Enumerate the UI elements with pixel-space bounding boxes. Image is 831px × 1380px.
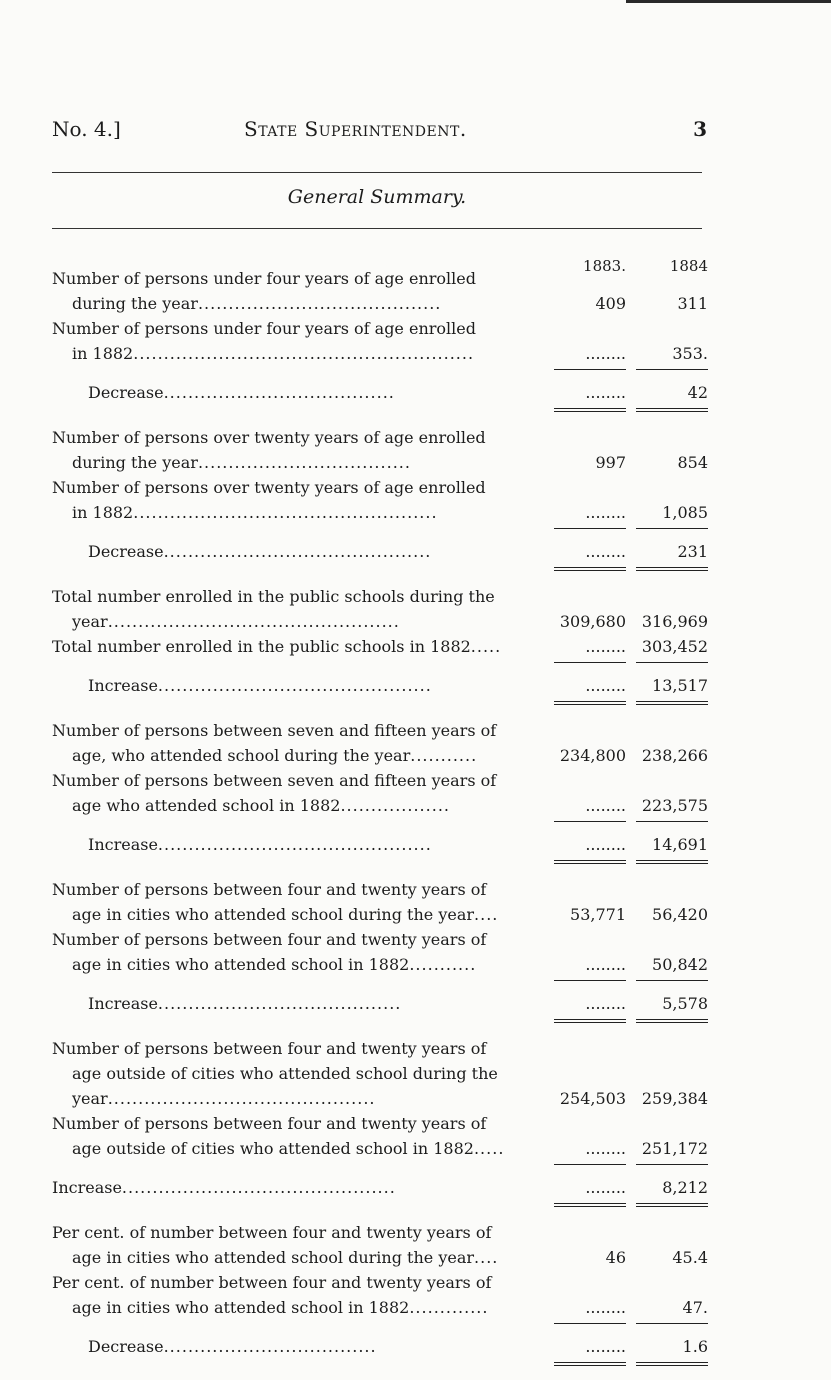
value-1884: 42 — [687, 383, 708, 402]
rule-segment — [636, 369, 708, 370]
single-rule — [52, 366, 708, 372]
leader-dots: ........... — [410, 746, 478, 765]
value-1884: 854 — [677, 453, 708, 472]
row-label-line — [52, 718, 546, 743]
row-label-line — [52, 341, 546, 366]
table-row — [52, 380, 708, 405]
row-label-line — [52, 475, 546, 500]
row-label-line — [52, 450, 546, 475]
rule-segment — [554, 701, 626, 705]
value-1883: ........ — [585, 383, 626, 402]
column-header-1884: 1884 — [669, 257, 708, 275]
row-label-line — [52, 1086, 546, 1111]
row-label-text: age outside of cities who attended school during the — [72, 1064, 498, 1083]
row-label-line — [52, 832, 546, 857]
value-1884: 238,266 — [641, 746, 708, 765]
leader-dots: ..... — [470, 637, 502, 656]
row-label-text: Number of persons between four and twenty years of — [52, 930, 487, 949]
double-rule — [52, 405, 708, 413]
row-label-text: in 1882 — [72, 344, 134, 363]
single-rule — [52, 977, 708, 983]
table-row — [52, 1334, 708, 1359]
rule-segment — [554, 1019, 626, 1023]
leader-dots: ................................... — [163, 1337, 377, 1356]
rule-segment — [554, 369, 626, 370]
row-label-line — [52, 1245, 546, 1270]
row-label-text: age, who attended school during the year — [72, 746, 411, 765]
rule-segment — [636, 408, 708, 412]
leader-dots: ............................................. — [121, 1178, 396, 1197]
leader-dots: .... — [474, 1248, 499, 1267]
leader-dots: ............................................ — [107, 1089, 376, 1108]
value-1883: 309,680 — [559, 612, 626, 631]
row-label-text: Decrease — [88, 383, 164, 402]
leader-dots: ..... — [473, 1139, 505, 1158]
row-label-line — [52, 793, 546, 818]
row-label-line — [52, 1061, 546, 1086]
rule-segment — [554, 1362, 626, 1366]
table-row — [52, 584, 708, 634]
document-number: No. 4.] — [52, 117, 121, 141]
row-label-text: Number of persons under four years of age enrolled — [52, 319, 476, 338]
rule-segment — [636, 1164, 708, 1165]
value-1883: 997 — [595, 453, 626, 472]
row-label-text: Number of persons between seven and fifteen years of — [52, 771, 497, 790]
leader-dots: .... — [474, 905, 499, 924]
value-1884: 259,384 — [641, 1089, 708, 1108]
row-label-line — [52, 1334, 546, 1359]
table-row — [52, 475, 708, 525]
row-label-line — [52, 609, 546, 634]
rule-segment — [554, 662, 626, 663]
bottom-rule — [52, 228, 702, 229]
row-label-line — [52, 1175, 546, 1200]
row-label-line — [52, 1036, 546, 1061]
running-header — [52, 117, 707, 143]
double-rule — [52, 698, 708, 706]
single-rule — [52, 659, 708, 665]
row-label-text: Total number enrolled in the public schools in 1882 — [52, 637, 471, 656]
rule-segment — [636, 1323, 708, 1324]
row-label-text: Decrease — [88, 1337, 164, 1356]
row-label-text: Number of persons between four and twenty years of — [52, 1114, 487, 1133]
value-1883: 53,771 — [570, 905, 626, 924]
table-row — [52, 1270, 708, 1320]
value-1883: 254,503 — [559, 1089, 626, 1108]
rule-segment — [636, 567, 708, 571]
row-label-text: age in cities who attended school during the year — [72, 905, 475, 924]
row-label-line — [52, 1295, 546, 1320]
value-1884: 311 — [677, 294, 708, 313]
row-label-text: Number of persons between four and twenty years of — [52, 880, 487, 899]
value-1883: ........ — [585, 835, 626, 854]
value-1884: 13,517 — [652, 676, 708, 695]
value-1884: 316,969 — [641, 612, 708, 631]
value-1884: 56,420 — [652, 905, 708, 924]
table-row — [52, 1036, 708, 1111]
row-label-text: Per cent. of number between four and twenty years of — [52, 1273, 492, 1292]
row-label-text: age who attended school in 1882 — [72, 796, 341, 815]
table-row — [52, 877, 708, 927]
row-label-text: year — [72, 612, 108, 631]
column-header-1883: 1883. — [583, 257, 626, 275]
rule-segment — [554, 1323, 626, 1324]
table-row — [52, 991, 708, 1016]
value-1883: ........ — [585, 1178, 626, 1197]
rule-segment — [554, 821, 626, 822]
leader-dots: ................................................ — [107, 612, 400, 631]
rule-segment — [636, 821, 708, 822]
value-1883: ........ — [585, 994, 626, 1013]
single-rule — [52, 1161, 708, 1167]
rule-segment — [554, 567, 626, 571]
row-label-text: during the year — [72, 453, 198, 472]
double-rule — [52, 857, 708, 865]
leader-dots: .................. — [340, 796, 450, 815]
rule-segment — [636, 1019, 708, 1023]
value-1884: 14,691 — [652, 835, 708, 854]
rule-segment — [636, 662, 708, 663]
row-label-text: Number of persons over twenty years of age enrolled — [52, 428, 486, 447]
corner-rule — [626, 0, 831, 3]
row-label-text: in 1882 — [72, 503, 134, 522]
row-label-text: age in cities who attended school during the year — [72, 1248, 475, 1267]
row-label-line — [52, 316, 546, 341]
row-label-line — [52, 266, 546, 291]
row-label-line — [52, 927, 546, 952]
row-label-text: Number of persons between four and twenty years of — [52, 1039, 487, 1058]
leader-dots: ............................................ — [163, 542, 432, 561]
row-label-text: Number of persons under four years of age enrolled — [52, 269, 476, 288]
row-label-line — [52, 380, 546, 405]
leader-dots: ........................................ — [197, 294, 442, 313]
table-row — [52, 718, 708, 768]
value-1883: 409 — [595, 294, 626, 313]
row-label-line — [52, 539, 546, 564]
value-1884: 1,085 — [662, 503, 708, 522]
row-label-text: year — [72, 1089, 108, 1108]
row-label-text: Per cent. of number between four and twenty years of — [52, 1223, 492, 1242]
row-label-text: age in cities who attended school in 1882 — [72, 955, 410, 974]
row-label-text: Increase — [88, 994, 158, 1013]
row-label-line — [52, 952, 546, 977]
value-1884: 231 — [677, 542, 708, 561]
row-label-line — [52, 500, 546, 525]
rule-segment — [636, 701, 708, 705]
leader-dots: ............................................. — [157, 835, 432, 854]
row-label-text: during the year — [72, 294, 198, 313]
table-row — [52, 634, 708, 659]
value-1883: 234,800 — [559, 746, 626, 765]
table-row — [52, 266, 708, 316]
leader-dots: ........................................ — [157, 994, 402, 1013]
top-rule — [52, 172, 702, 173]
value-1884: 223,575 — [641, 796, 708, 815]
row-label-line — [52, 634, 546, 659]
double-rule — [52, 1200, 708, 1208]
value-1884: 5,578 — [662, 994, 708, 1013]
row-label-line — [52, 743, 546, 768]
running-title: State Superintendent. — [244, 117, 467, 141]
value-1884: 303,452 — [641, 637, 708, 656]
rule-segment — [554, 860, 626, 864]
value-1883: ........ — [585, 955, 626, 974]
table-row — [52, 539, 708, 564]
row-label-line — [52, 1270, 546, 1295]
row-label-text: Total number enrolled in the public schools during the — [52, 587, 495, 606]
value-1884: 45.4 — [672, 1248, 708, 1267]
row-label-line — [52, 1136, 546, 1161]
single-rule — [52, 818, 708, 824]
row-label-line — [52, 877, 546, 902]
row-label-line — [52, 902, 546, 927]
value-1884: 47. — [682, 1298, 708, 1317]
rule-segment — [554, 408, 626, 412]
value-1884: 251,172 — [641, 1139, 708, 1158]
rule-segment — [554, 980, 626, 981]
value-1883: 46 — [605, 1248, 626, 1267]
row-label-text: Increase — [88, 835, 158, 854]
row-label-line — [52, 291, 546, 316]
value-1883: ........ — [585, 796, 626, 815]
row-label-line — [52, 425, 546, 450]
row-label-line — [52, 991, 546, 1016]
row-label-text: Increase — [88, 676, 158, 695]
row-label-line — [52, 1220, 546, 1245]
table-row — [52, 316, 708, 366]
table-row — [52, 1175, 708, 1200]
value-1884: 50,842 — [652, 955, 708, 974]
row-label-text: age outside of cities who attended school in 1882 — [72, 1139, 474, 1158]
double-rule — [52, 564, 708, 572]
table-row — [52, 1220, 708, 1270]
rule-segment — [636, 860, 708, 864]
rule-segment — [636, 980, 708, 981]
value-1883: ........ — [585, 1298, 626, 1317]
double-rule — [52, 1016, 708, 1024]
rule-segment — [554, 1203, 626, 1207]
summary-table — [52, 266, 708, 1367]
page-number: 3 — [693, 117, 707, 141]
value-1884: 1.6 — [682, 1337, 708, 1356]
leader-dots: ............. — [409, 1298, 489, 1317]
row-label-text: Decrease — [88, 542, 164, 561]
table-row — [52, 927, 708, 977]
value-1883: ........ — [585, 1337, 626, 1356]
value-1883: ........ — [585, 503, 626, 522]
value-1884: 353. — [672, 344, 708, 363]
row-label-text: Number of persons between seven and fifteen years of — [52, 721, 497, 740]
double-rule — [52, 1359, 708, 1367]
row-label-text: Increase — [52, 1178, 122, 1197]
leader-dots: ................................... — [197, 453, 411, 472]
row-label-line — [52, 584, 546, 609]
leader-dots: ........... — [409, 955, 477, 974]
leader-dots: .................................................. — [133, 503, 438, 522]
value-1884: 8,212 — [662, 1178, 708, 1197]
rule-segment — [554, 528, 626, 529]
row-label-line — [52, 673, 546, 698]
section-heading: General Summary. — [287, 186, 467, 208]
value-1883: ........ — [585, 676, 626, 695]
value-1883: ........ — [585, 637, 626, 656]
rule-segment — [636, 528, 708, 529]
rule-segment — [554, 1164, 626, 1165]
value-1883: ........ — [585, 1139, 626, 1158]
single-rule — [52, 1320, 708, 1326]
table-row — [52, 832, 708, 857]
leader-dots: ............................................. — [157, 676, 432, 695]
row-label-text: age in cities who attended school in 1882 — [72, 1298, 410, 1317]
row-label-line — [52, 1111, 546, 1136]
row-label-text: Number of persons over twenty years of age enrolled — [52, 478, 486, 497]
value-1883: ........ — [585, 542, 626, 561]
table-row — [52, 673, 708, 698]
row-label-line — [52, 768, 546, 793]
table-row — [52, 768, 708, 818]
table-row — [52, 425, 708, 475]
rule-segment — [636, 1203, 708, 1207]
leader-dots: ........................................................ — [133, 344, 475, 363]
rule-segment — [636, 1362, 708, 1366]
leader-dots: ...................................... — [163, 383, 395, 402]
single-rule — [52, 525, 708, 531]
value-1883: ........ — [585, 344, 626, 363]
table-row — [52, 1111, 708, 1161]
